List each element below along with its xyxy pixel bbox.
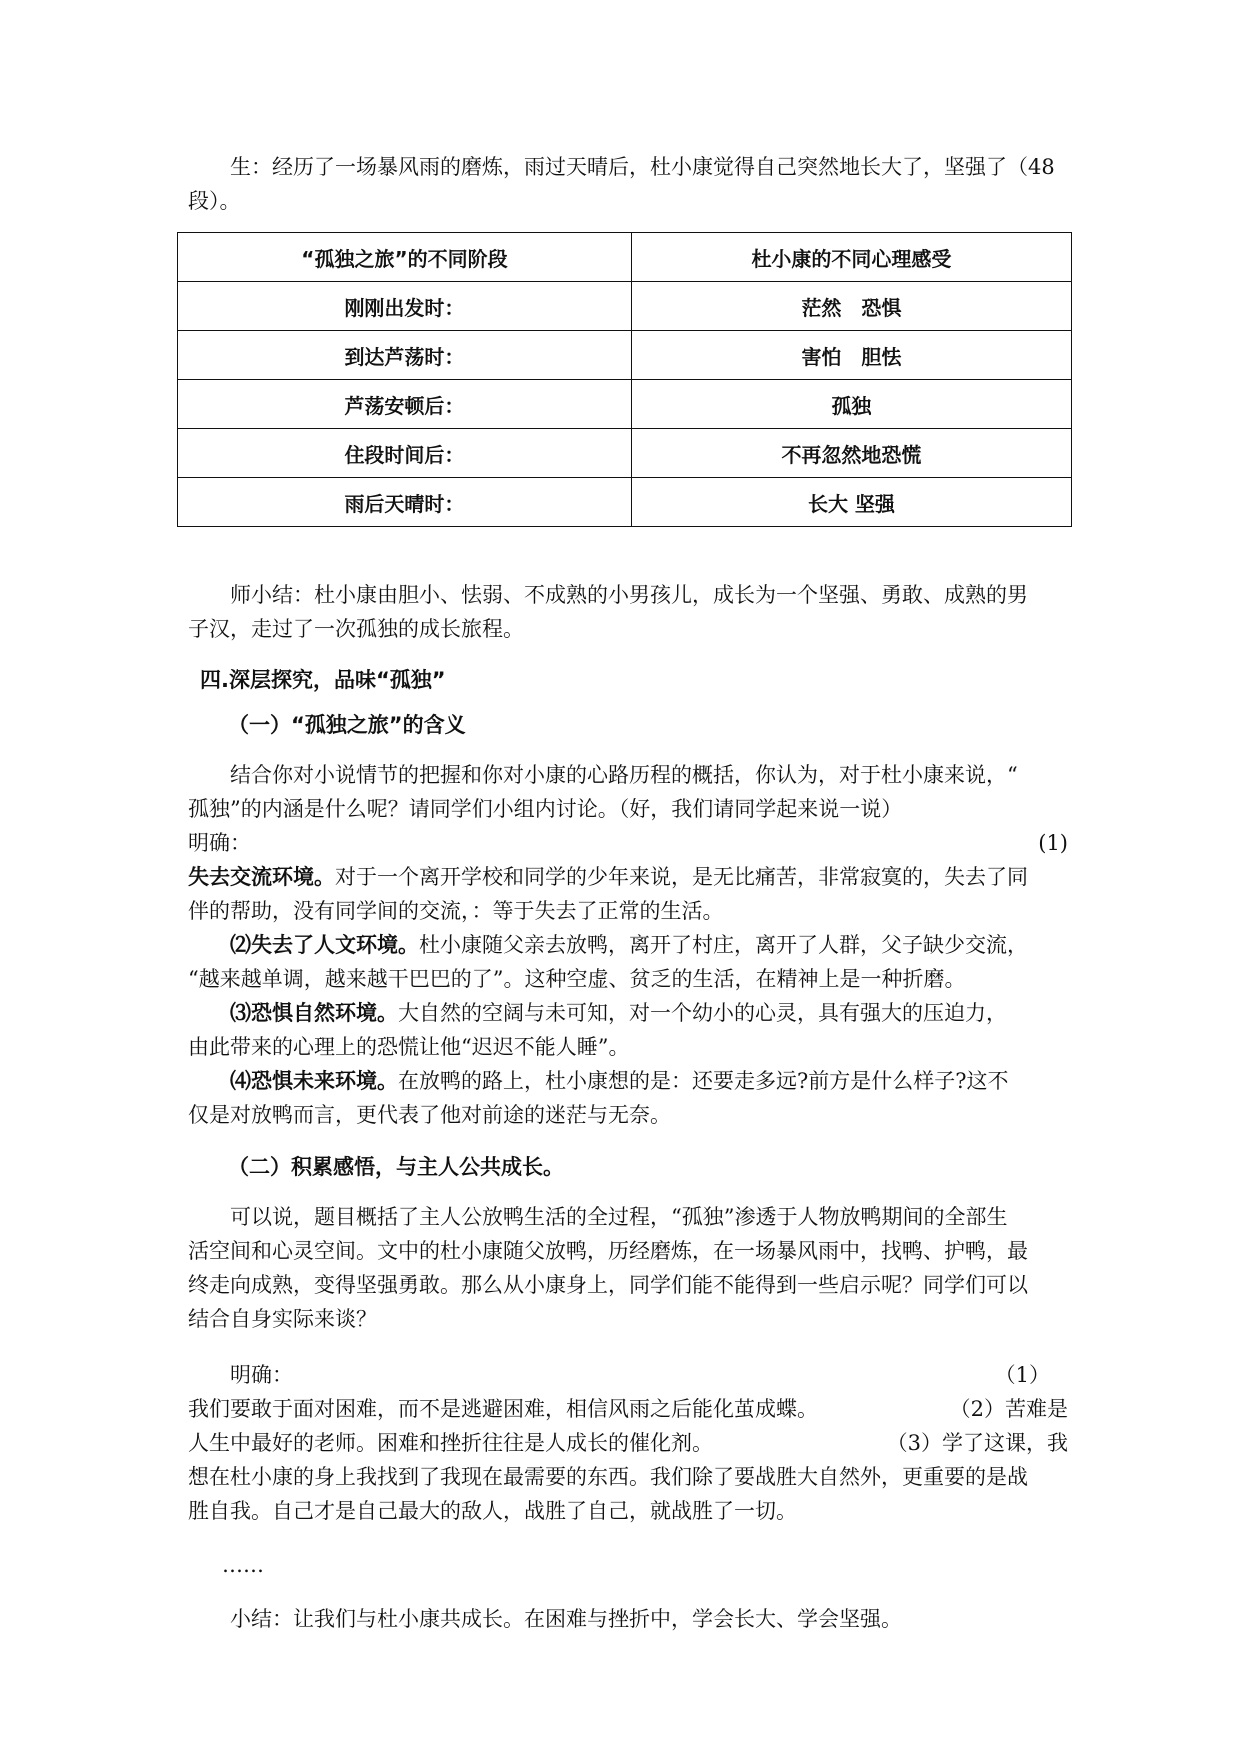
answer2-line-2 xyxy=(188,1392,1068,1426)
answer-label-line xyxy=(188,826,1068,860)
para2-line-1: 可以说，题目概括了主人公放鸭生活的全过程，“孤独”渗透于人物放鸭期间的全部生 xyxy=(230,1205,1008,1229)
point-3-line-2: 由此带来的心理上的恐慌让他“迟迟不能人睡”。 xyxy=(188,1035,630,1059)
subsection-2-title: （二）积累感悟，与主人公共成长。 xyxy=(228,1155,564,1179)
point-4-title: ⑷恐惧未来环境。 xyxy=(230,1069,398,1093)
summary1-line-2: 子汉，走过了一次孤独的成长旅程。 xyxy=(188,617,524,641)
point-3-text: 大自然的空阔与未可知，对一个幼小的心灵，具有强大的压迫力， xyxy=(398,1001,1007,1025)
discussion-line-1: 结合你对小说情节的把握和你对小康的心路历程的概括，你认为，对于杜小康来说，“ xyxy=(230,763,1018,787)
point-4-line-2: 仅是对放鸭而言，更代表了他对前途的迷茫与无奈。 xyxy=(188,1103,671,1127)
para2-line-2: 活空间和心灵空间。文中的杜小康随父放鸭，历经磨炼，在一场暴风雨中，找鸭、护鸭，最 xyxy=(188,1239,1028,1263)
point-2-title: ⑵失去了人文环境。 xyxy=(230,933,419,957)
table-cell: 刚刚出发时： xyxy=(178,282,632,331)
table-cell: 不再忽然地恐慌 xyxy=(631,429,1071,478)
answer2-number-1: （1） xyxy=(994,1363,1050,1387)
para2-line-3: 终走向成熟，变得坚强勇敢。那么从小康身上，同学们能不能得到一些启示呢？同学们可以 xyxy=(188,1273,1028,1297)
point-3-title: ⑶恐惧自然环境。 xyxy=(230,1001,398,1025)
point-2-text: 杜小康随父亲去放鸭，离开了村庄，离开了人群，父子缺少交流， xyxy=(419,933,1028,957)
table-cell: 茫然 恐惧 xyxy=(631,282,1071,331)
table-row xyxy=(178,380,1072,429)
table-cell: 芦荡安顿后： xyxy=(178,380,632,429)
table-cell: 雨后天晴时： xyxy=(178,478,632,527)
point-1-line-1 xyxy=(188,860,1068,894)
table-cell: 害怕 胆怯 xyxy=(631,331,1071,380)
answer2-line-2a: 我们要敢于面对困难，而不是逃避困难，相信风雨之后能化茧成蝶。 xyxy=(188,1397,818,1421)
point-2-line-2: “越来越单调，越来越干巴巴的了”。这种空虚、贫乏的生活，在精神上是一种折磨。 xyxy=(188,967,966,991)
point-1-title: 失去交流环境。 xyxy=(188,865,335,889)
table-cell: 到达芦荡时： xyxy=(178,331,632,380)
final-summary: 小结：让我们与杜小康共成长。在困难与挫折中，学会长大、学会坚强。 xyxy=(230,1607,902,1631)
summary1-line-1: 师小结：杜小康由胆小、怯弱、不成熟的小男孩儿，成长为一个坚强、勇敢、成熟的男 xyxy=(230,583,1028,607)
table-header-cell: “孤独之旅”的不同阶段 xyxy=(178,233,632,282)
point-3-line-1 xyxy=(188,996,1068,1030)
ellipsis: …… xyxy=(222,1553,264,1577)
section-4-title: 四.深层探究，品味“孤独” xyxy=(200,668,446,692)
table-cell: 住段时间后： xyxy=(178,429,632,478)
para2-line-4: 结合自身实际来谈？ xyxy=(188,1307,377,1331)
answer2-label-line xyxy=(230,1358,1050,1392)
answer2-line-3b: （3）学了这课，我 xyxy=(886,1431,1068,1455)
intro-line-1: 生：经历了一场暴风雨的磨炼，雨过天晴后，杜小康觉得自己突然地长大了，坚强了（48 xyxy=(230,155,1055,179)
answer2-line-2b: （2）苦难是 xyxy=(949,1397,1068,1421)
answer2-line-3a: 人生中最好的老师。困难和挫折往往是人成长的催化剂。 xyxy=(188,1431,713,1455)
point-2-line-1 xyxy=(188,928,1068,962)
answer-label: 明确： xyxy=(188,831,251,855)
answer2-label: 明确： xyxy=(230,1363,293,1387)
table-cell: 长大 坚强 xyxy=(631,478,1071,527)
point-4-line-1 xyxy=(188,1064,1068,1098)
answer2-line-3 xyxy=(188,1426,1068,1460)
table-row xyxy=(178,429,1072,478)
answer2-line-4: 想在杜小康的身上我找到了我现在最需要的东西。我们除了要战胜大自然外，更重要的是战 xyxy=(188,1465,1028,1489)
answer2-line-5: 胜自我。自己才是自己最大的敌人，战胜了自己，就战胜了一切。 xyxy=(188,1499,797,1523)
intro-line-2: 段）。 xyxy=(188,189,241,213)
table-cell: 孤独 xyxy=(631,380,1071,429)
table-header-cell: 杜小康的不同心理感受 xyxy=(631,233,1071,282)
table-row xyxy=(178,478,1072,527)
subsection-1-title: （一）“孤独之旅”的含义 xyxy=(228,713,466,737)
answer-number: (1) xyxy=(1038,831,1068,855)
point-1-line-2: 伴的帮助，没有同学间的交流，：等于失去了正常的生活。 xyxy=(188,899,724,923)
stages-table xyxy=(177,232,1072,527)
discussion-line-2: 孤独”的内涵是什么呢？请同学们小组内讨论。（好，我们请同学起来说一说） xyxy=(188,797,903,821)
point-4-text: 在放鸭的路上，杜小康想的是：还要走多远?前方是什么样子?这不 xyxy=(398,1069,1009,1093)
table-row xyxy=(178,331,1072,380)
table-header-row xyxy=(178,233,1072,282)
table-row xyxy=(178,282,1072,331)
point-1-text: 对于一个离开学校和同学的少年来说，是无比痛苦，非常寂寞的，失去了同 xyxy=(335,865,1028,889)
